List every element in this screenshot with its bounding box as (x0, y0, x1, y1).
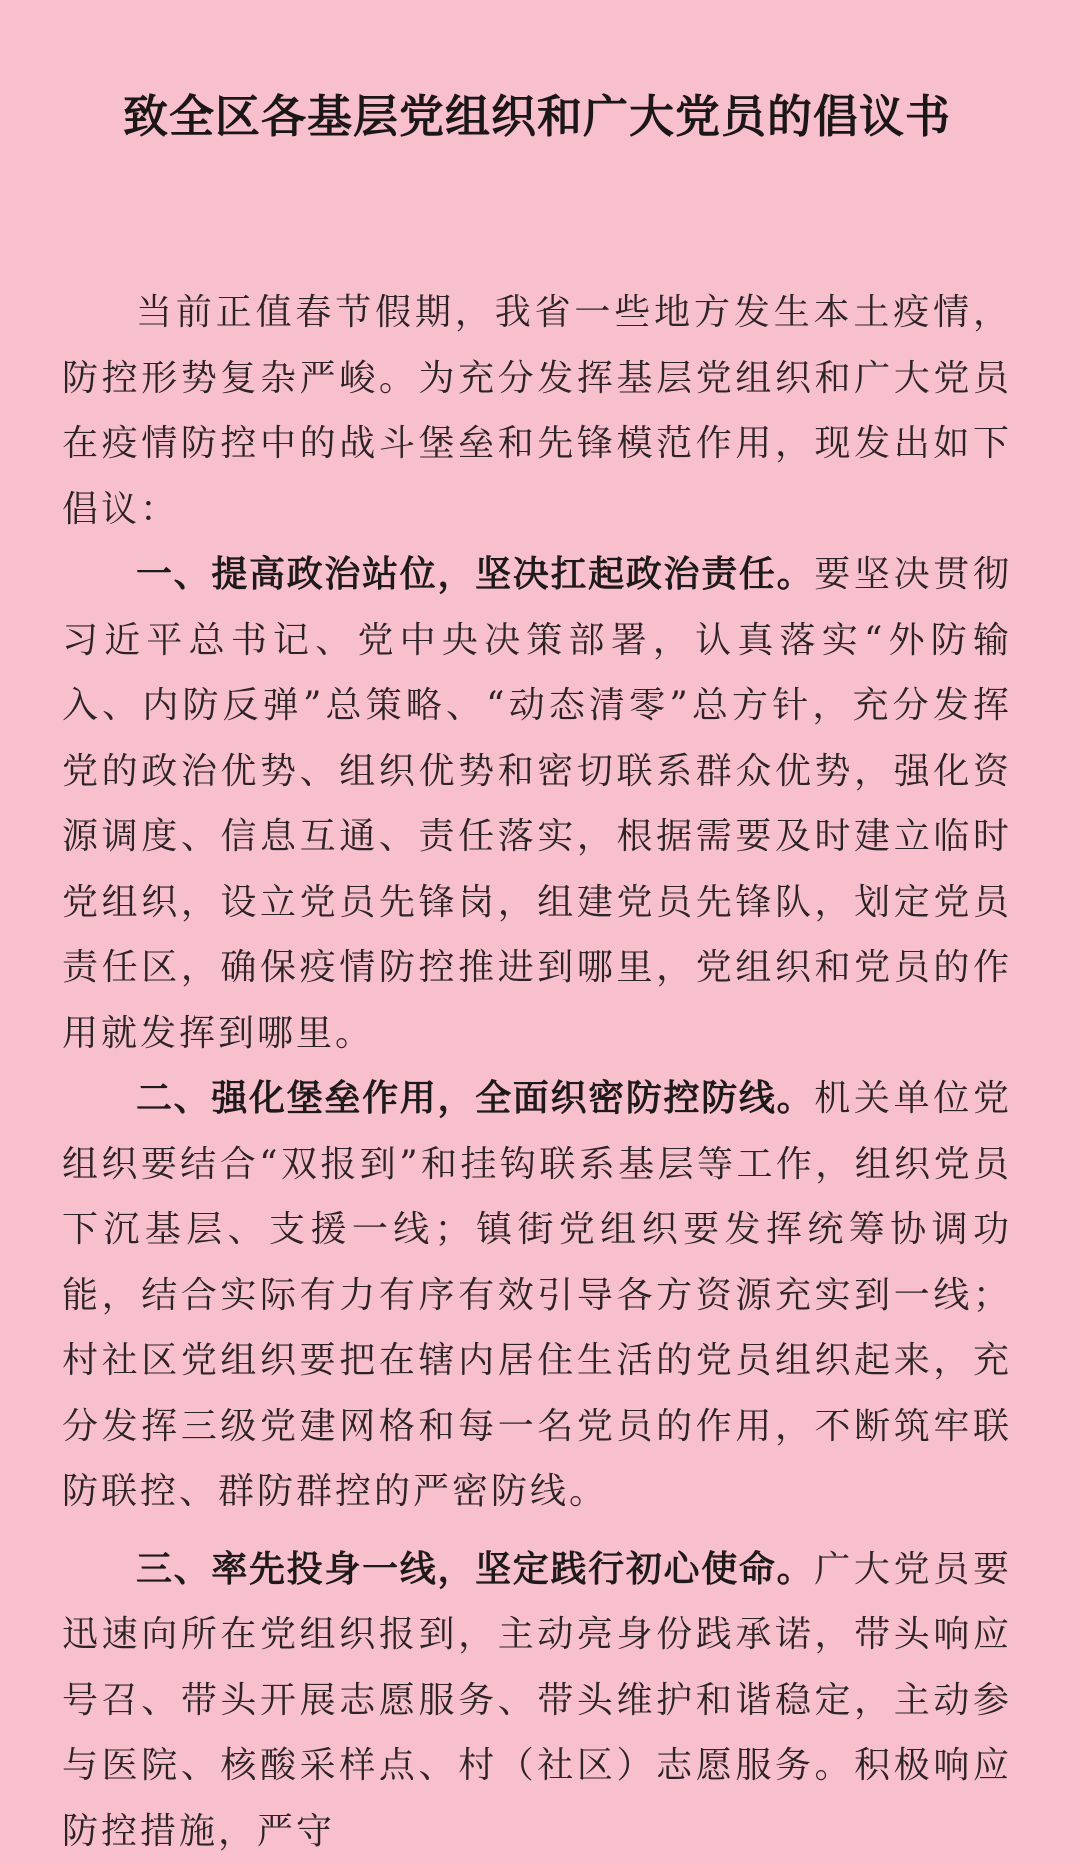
section-two-heading: 二、强化堡垒作用，全面织密防控防线。 (136, 1078, 814, 1119)
section-one-paragraph (62, 542, 1012, 1066)
document-title: 致全区各基层党组织和广大党员的倡议书 (62, 86, 1012, 148)
document-body (62, 280, 1012, 1864)
section-one-heading: 一、提高政治站位，坚决扛起政治责任。 (136, 554, 814, 595)
section-three-heading: 三、率先投身一线，坚定践行初心使命。 (136, 1549, 814, 1590)
section-three-text: 广大党员要迅速向所在党组织报到，主动亮身份践承诺，带头响应号召、带头开展志愿服务、带头维护和谐稳定，主动参与医院、核酸采样点、村（社区）志愿服务。积极响应防控措施，严守 (62, 1549, 1012, 1852)
section-one-text: 要坚决贯彻习近平总书记、党中央决策部署，认真落实“外防输入、内防反弹”总策略、“动态清零”总方针，充分发挥党的政治优势、组织优势和密切联系群众优势，强化资源调度、信息互通、责任落实，根据需要及时建立临时党组织，设立党员先锋岗，组建党员先锋队，划定党员责任区，确保疫情防控推进到哪里，党组织和党员的作用就发挥到哪里。 (62, 554, 1012, 1054)
section-two-paragraph (62, 1066, 1012, 1525)
intro-paragraph: 当前正值春节假期，我省一些地方发生本土疫情，防控形势复杂严峻。为充分发挥基层党组织和广大党员在疫情防控中的战斗堡垒和先锋模范作用，现发出如下倡议： (62, 280, 1012, 542)
section-three-paragraph (62, 1537, 1012, 1864)
section-two-text: 机关单位党组织要结合“双报到”和挂钩联系基层等工作，组织党员下沉基层、支援一线；镇街党组织要发挥统筹协调功能，结合实际有力有序有效引导各方资源充实到一线；村社区党组织要把在辖内居住生活的党员组织起来，充分发挥三级党建网格和每一名党员的作用，不断筑牢联防联控、群防群控的严密防线。 (62, 1078, 1012, 1512)
